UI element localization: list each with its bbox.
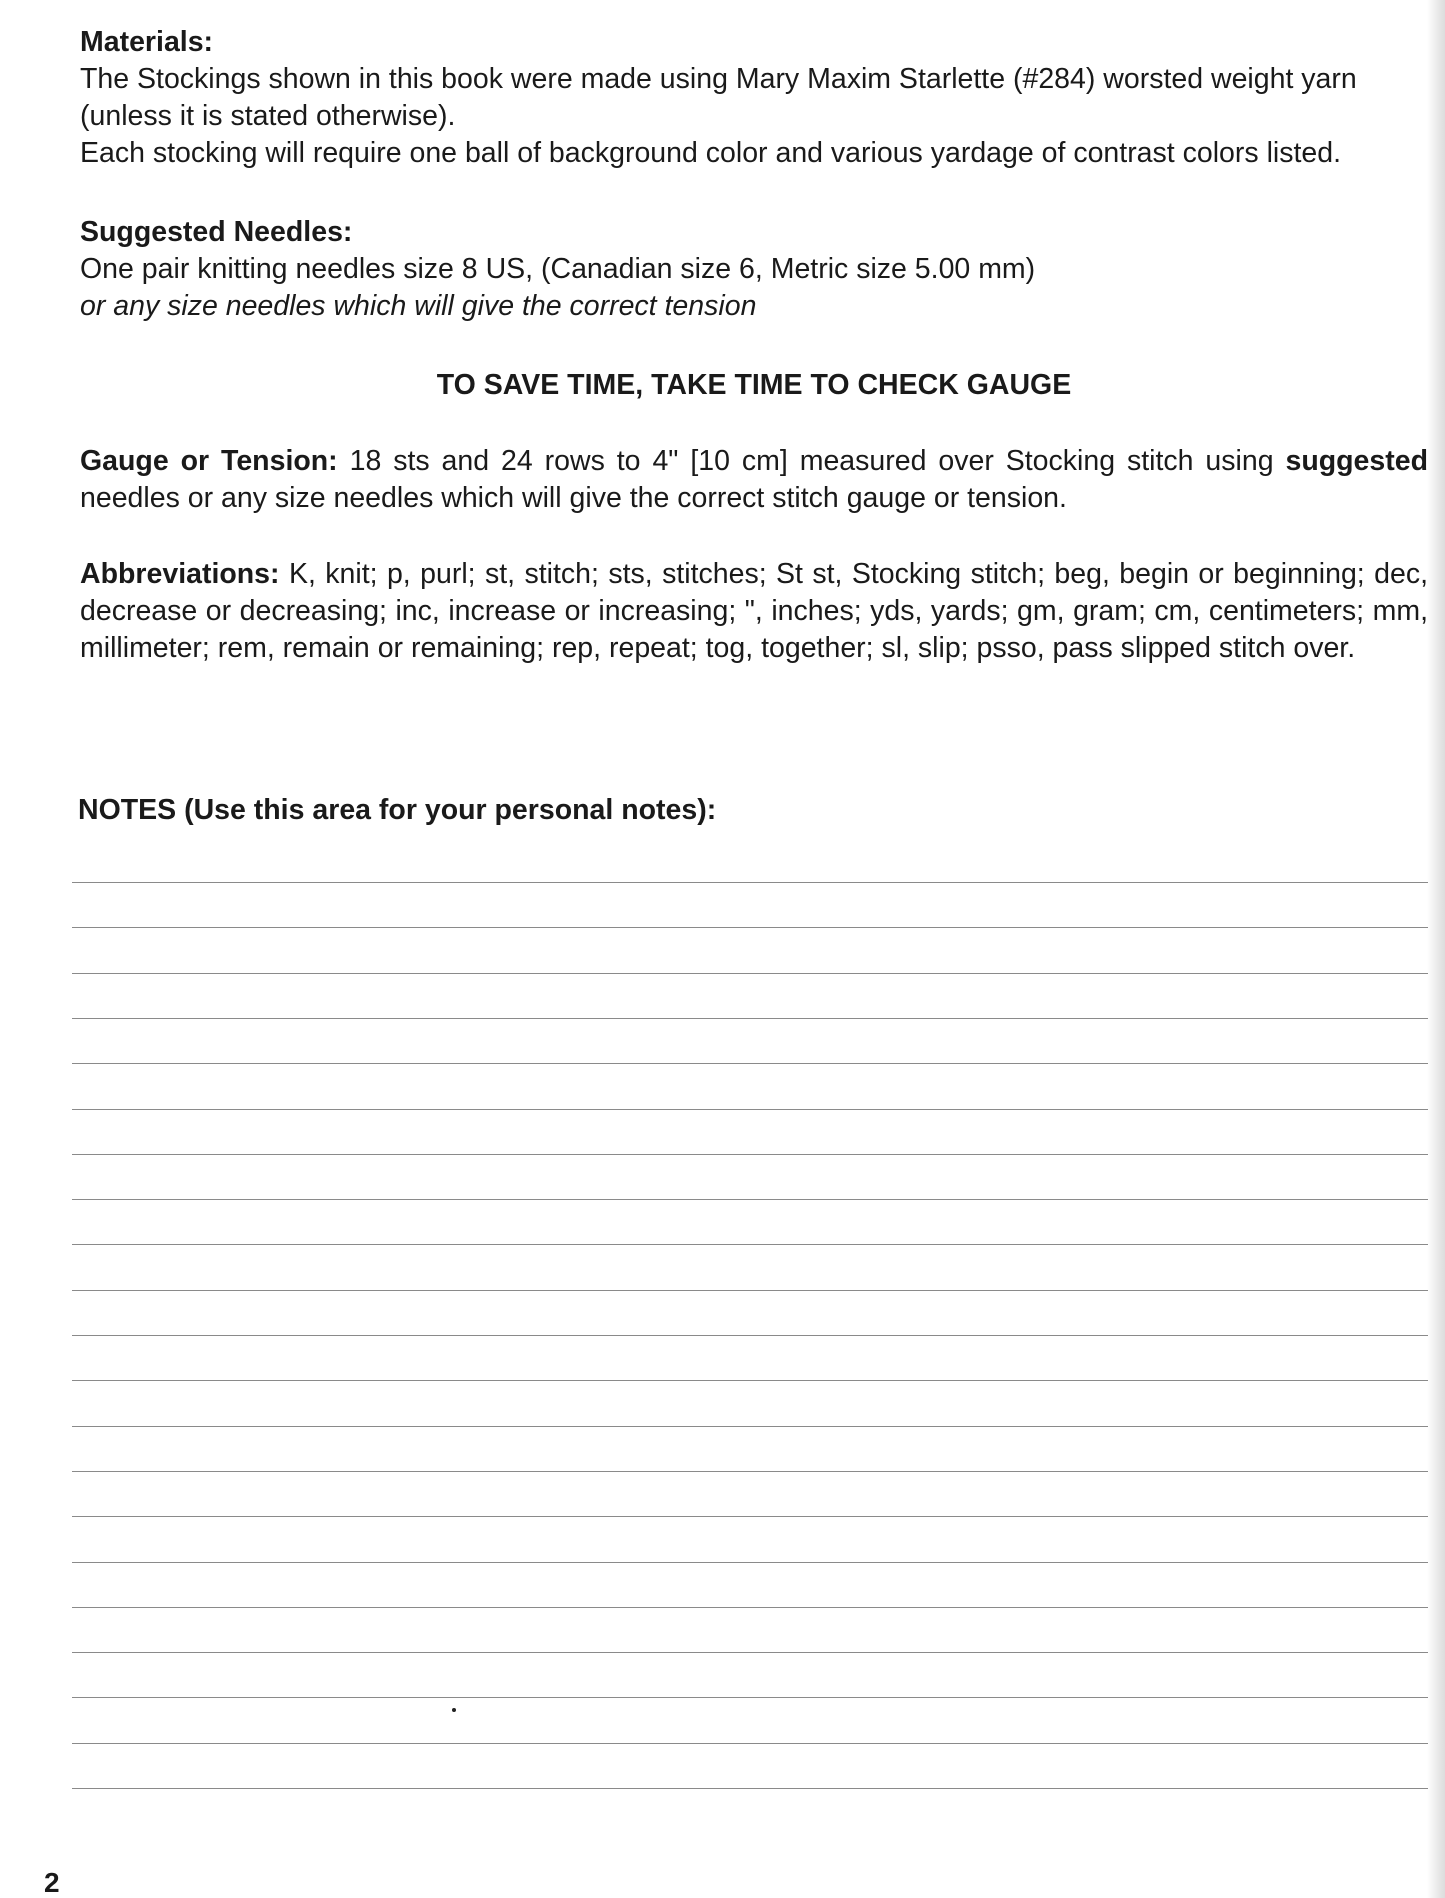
materials-section [80, 24, 1428, 172]
notes-rule-line [72, 1063, 1428, 1064]
page-edge-shadow [1427, 0, 1445, 1898]
notes-rule-line [72, 1516, 1428, 1517]
gauge-check-heading: TO SAVE TIME, TAKE TIME TO CHECK GAUGE [436, 369, 1072, 401]
notes-rule-line [72, 1607, 1428, 1608]
notes-rule-line [72, 1109, 1428, 1110]
notes-rule-line [72, 973, 1428, 974]
notes-rule-line [72, 1199, 1428, 1200]
needles-line-2: or any size needles which will give the correct tension [80, 290, 757, 322]
notes-rule-line [72, 1154, 1428, 1155]
notes-rule-line [72, 1697, 1428, 1698]
abbreviations-text: K, knit; p, purl; st, stitch; sts, stitches; St st, Stocking stitch; beg, begin or beginning; dec, decrease or decreasing; inc, increase or increasing; ", inches; yds, yards; gm, gram; cm, centimeters; mm, millimeter; rem, remain or remaining; rep, repeat; tog, together; sl, slip; psso, pass slipped stitch over. [80, 558, 1428, 664]
gauge-emphasis: suggested [1285, 445, 1429, 477]
notes-rule-line [72, 1562, 1428, 1563]
notes-heading: NOTES (Use this area for your personal notes): [78, 794, 717, 826]
notes-rule-line [72, 1380, 1428, 1381]
notes-rule-line [72, 1426, 1428, 1427]
notes-rule-line [72, 1335, 1428, 1336]
materials-line-2: (unless it is stated otherwise). [80, 100, 456, 132]
gauge-label: Gauge or Tension: [80, 445, 338, 477]
abbreviations-section [80, 556, 1428, 667]
notes-rule-line [72, 1788, 1428, 1789]
notes-rule-line [72, 1471, 1428, 1472]
needles-section [80, 214, 1428, 325]
gauge-text-after: needles or any size needles which will give the correct stitch gauge or tension. [80, 482, 1067, 514]
notes-rule-line [72, 927, 1428, 928]
notes-rule-line [72, 1652, 1428, 1653]
notes-rule-line [72, 1743, 1428, 1744]
print-speck [452, 1708, 456, 1712]
notes-rule-line [72, 1018, 1428, 1019]
materials-line-3: Each stocking will require one ball of background color and various yardage of contrast colors listed. [80, 137, 1342, 169]
gauge-text-before: 18 sts and 24 rows to 4" [10 cm] measured over Stocking stitch using [337, 445, 1286, 477]
materials-line-1: The Stockings shown in this book were made using Mary Maxim Starlette (#284) worsted weight yarn [80, 63, 1357, 95]
notes-rule-line [72, 882, 1428, 883]
needles-heading: Suggested Needles: [80, 216, 353, 248]
abbreviations-label: Abbreviations: [80, 558, 280, 590]
needles-line-1: One pair knitting needles size 8 US, (Canadian size 6, Metric size 5.00 mm) [80, 253, 1036, 285]
notes-rule-line [72, 1244, 1428, 1245]
materials-heading: Materials: [80, 26, 214, 58]
notes-rule-line [72, 1290, 1428, 1291]
gauge-section [80, 443, 1428, 517]
page-number: 2 [44, 1867, 60, 1898]
